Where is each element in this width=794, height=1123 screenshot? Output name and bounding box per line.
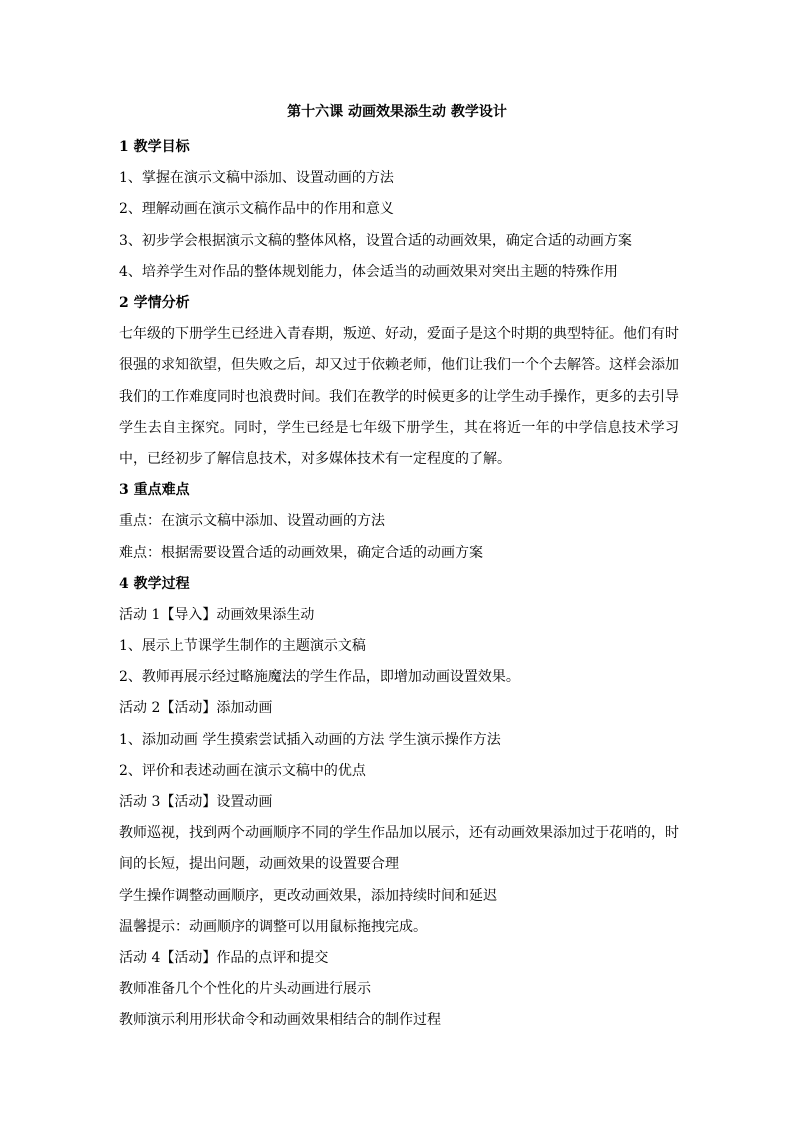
activity-item: 学生操作调整动画顺序，更改动画效果，添加持续时间和延迟 [119, 887, 497, 904]
document-body [119, 132, 679, 1037]
section-heading-analysis: 2 学情分析 [119, 294, 190, 311]
activity-label-2: 活动 2【活动】添加动画 [119, 700, 273, 717]
activity-label-3: 活动 3【活动】设置动画 [119, 794, 273, 811]
activity-item: 1、添加动画 学生摸索尝试插入动画的方法 学生演示操作方法 [119, 731, 501, 748]
section-heading-process: 4 教学过程 [119, 575, 190, 592]
activity-paragraph: 教师巡视，找到两个动画顺序不同的学生作品加以展示，还有动画效果添加过于花哨的，时间的长短，提出问题，动画效果的设置要合理 [119, 825, 679, 873]
activity-label-1: 活动 1【导入】动画效果添生动 [119, 606, 315, 623]
keypoint-item: 重点：在演示文稿中添加、设置动画的方法 [119, 513, 385, 530]
analysis-paragraph: 七年级的下册学生已经进入青春期，叛逆、好动，爱面子是这个时期的典型特征。他们有时很强的求知欲望，但失败之后，却又过于依赖老师，他们让我们一个个去解答。这样会添加我们的工作难度同时也浪费时间。我们在教学的时候更多的让学生动手操作，更多的去引导学生去自主探究。同时，学生已经是七年级下册学生，其在将近一年的中学信息技术学习中，已经初步了解信息技术，对多媒体技术有一定程度的了解。 [119, 326, 679, 467]
document-title: 第十六课 动画效果添生动 教学设计 [287, 104, 507, 120]
activity-item: 温馨提示：动画顺序的调整可以用鼠标拖拽完成。 [119, 918, 427, 935]
activity-item: 2、教师再展示经过略施魔法的学生作品，即增加动画设置效果。 [119, 669, 520, 686]
activity-item: 1、展示上节课学生制作的主题演示文稿 [119, 638, 366, 655]
goal-item: 4、培养学生对作品的整体规划能力，体会适当的动画效果对突出主题的特殊作用 [119, 263, 618, 280]
goal-item: 2、理解动画在演示文稿作品中的作用和意义 [119, 201, 394, 218]
goal-item: 1、掌握在演示文稿中添加、设置动画的方法 [119, 170, 394, 187]
section-heading-goals: 1 教学目标 [119, 139, 190, 155]
goal-item: 3、初步学会根据演示文稿的整体风格，设置合适的动画效果，确定合适的动画方案 [119, 232, 632, 249]
activity-label-4: 活动 4【活动】作品的点评和提交 [119, 949, 329, 966]
activity-item: 2、评价和表述动画在演示文稿中的优点 [119, 762, 366, 779]
section-heading-keypoints: 3 重点难点 [119, 482, 190, 499]
activity-item: 教师演示利用形状命令和动画效果相结合的制作过程 [119, 1012, 441, 1029]
activity-item: 教师准备几个个性化的片头动画进行展示 [119, 981, 371, 998]
keypoint-item: 难点：根据需要设置合适的动画效果，确定合适的动画方案 [119, 544, 483, 561]
